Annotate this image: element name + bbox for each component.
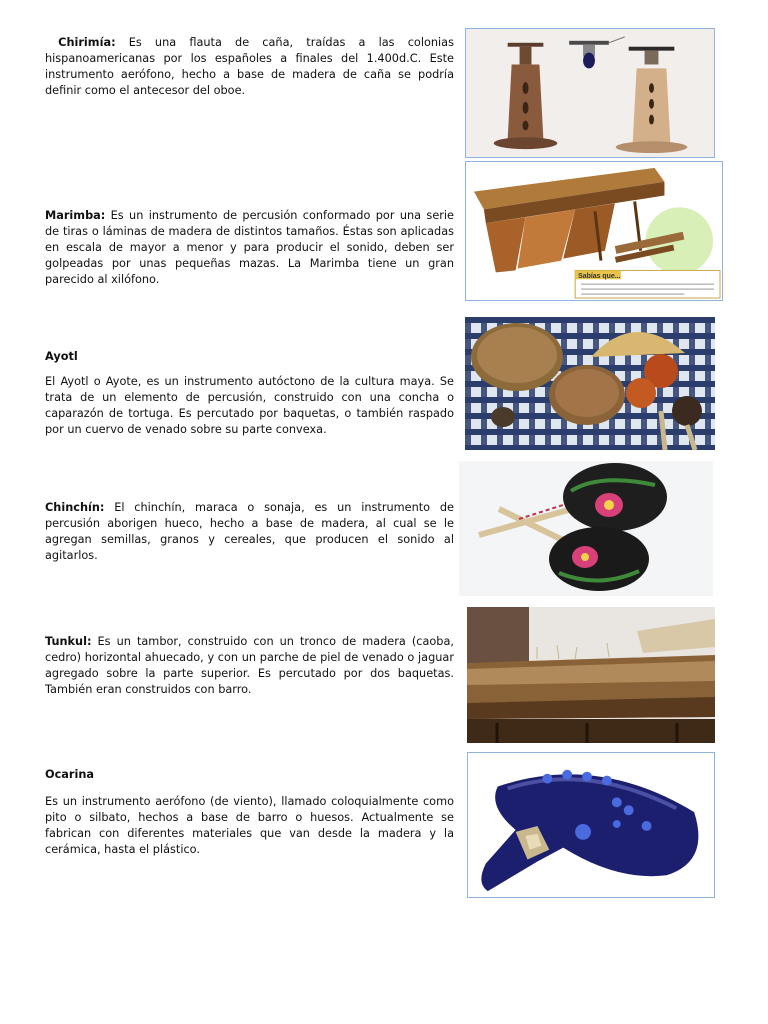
marimba-term: Marimba: — [45, 209, 106, 222]
ocarina-heading: Ocarina — [45, 768, 95, 781]
ayotl-description: El Ayotl o Ayote, es un instrumento autóctono de la cultura maya. Se trata de un elemento de percusión, construido con una concha o caparazón de tortuga. Es percutado por baquetas, o también raspado por un cuervo de venado sobre su parte convexa. — [45, 375, 454, 436]
chirimia-description: Es una flauta de caña, traídas a las colonias hispanoamericanas por los españoles a finales del 1.400d.C. Este instrumento aerófono, hecho a base de madera de caña se podría definir como el antecesor del oboe. — [45, 36, 454, 97]
chirimia-image — [465, 28, 715, 158]
tunkul-term: Tunkul: — [45, 635, 92, 648]
chinchin-image — [459, 461, 713, 596]
chirimia-term: Chirimía: — [58, 36, 116, 49]
tunkul-image — [467, 607, 715, 743]
chinchin-paragraph — [45, 500, 454, 564]
ayotl-image — [465, 317, 715, 450]
marimba-description: Es un instrumento de percusión conformado por una serie de tiras o láminas de madera de distintos tamaños. Éstas son aplicadas en escala de mayor a menor y para producir el sonido, deben ser golpeadas por unas pequeñas mazas. La Marimba tiene un gran parecido al xilófono. — [45, 209, 454, 286]
ayotl-heading: Ayotl — [45, 350, 78, 363]
tunkul-description: Es un tambor, construido con un tronco de madera (caoba, cedro) horizontal ahuecado, y con un parche de piel de venado o jaguar agregado sobre la parte superior. Es percutado por dos baquetas. También eran construidos con barro. — [45, 635, 454, 696]
marimba-image-caption: Sabías que... — [578, 272, 621, 280]
chirimia-paragraph — [45, 35, 454, 99]
ocarina-description: Es un instrumento aerófono (de viento), llamado coloquialmente como pito o silbato, hechos a base de barro o huesos. Actualmente se fabrican con diferentes materiales que van desde la madera y la cerámica, hasta el plástico. — [45, 795, 454, 856]
marimba-paragraph — [45, 208, 454, 288]
marimba-image — [465, 161, 723, 301]
ocarina-image — [467, 752, 715, 898]
chinchin-description: El chinchín, maraca o sonaja, es un instrumento de percusión aborigen hueco, hecho a base de madera, al cual se le agregan semillas, granos y cereales, que producen el sonido al agitarlos. — [45, 501, 454, 562]
tunkul-paragraph — [45, 634, 454, 698]
chinchin-term: Chinchín: — [45, 501, 105, 514]
